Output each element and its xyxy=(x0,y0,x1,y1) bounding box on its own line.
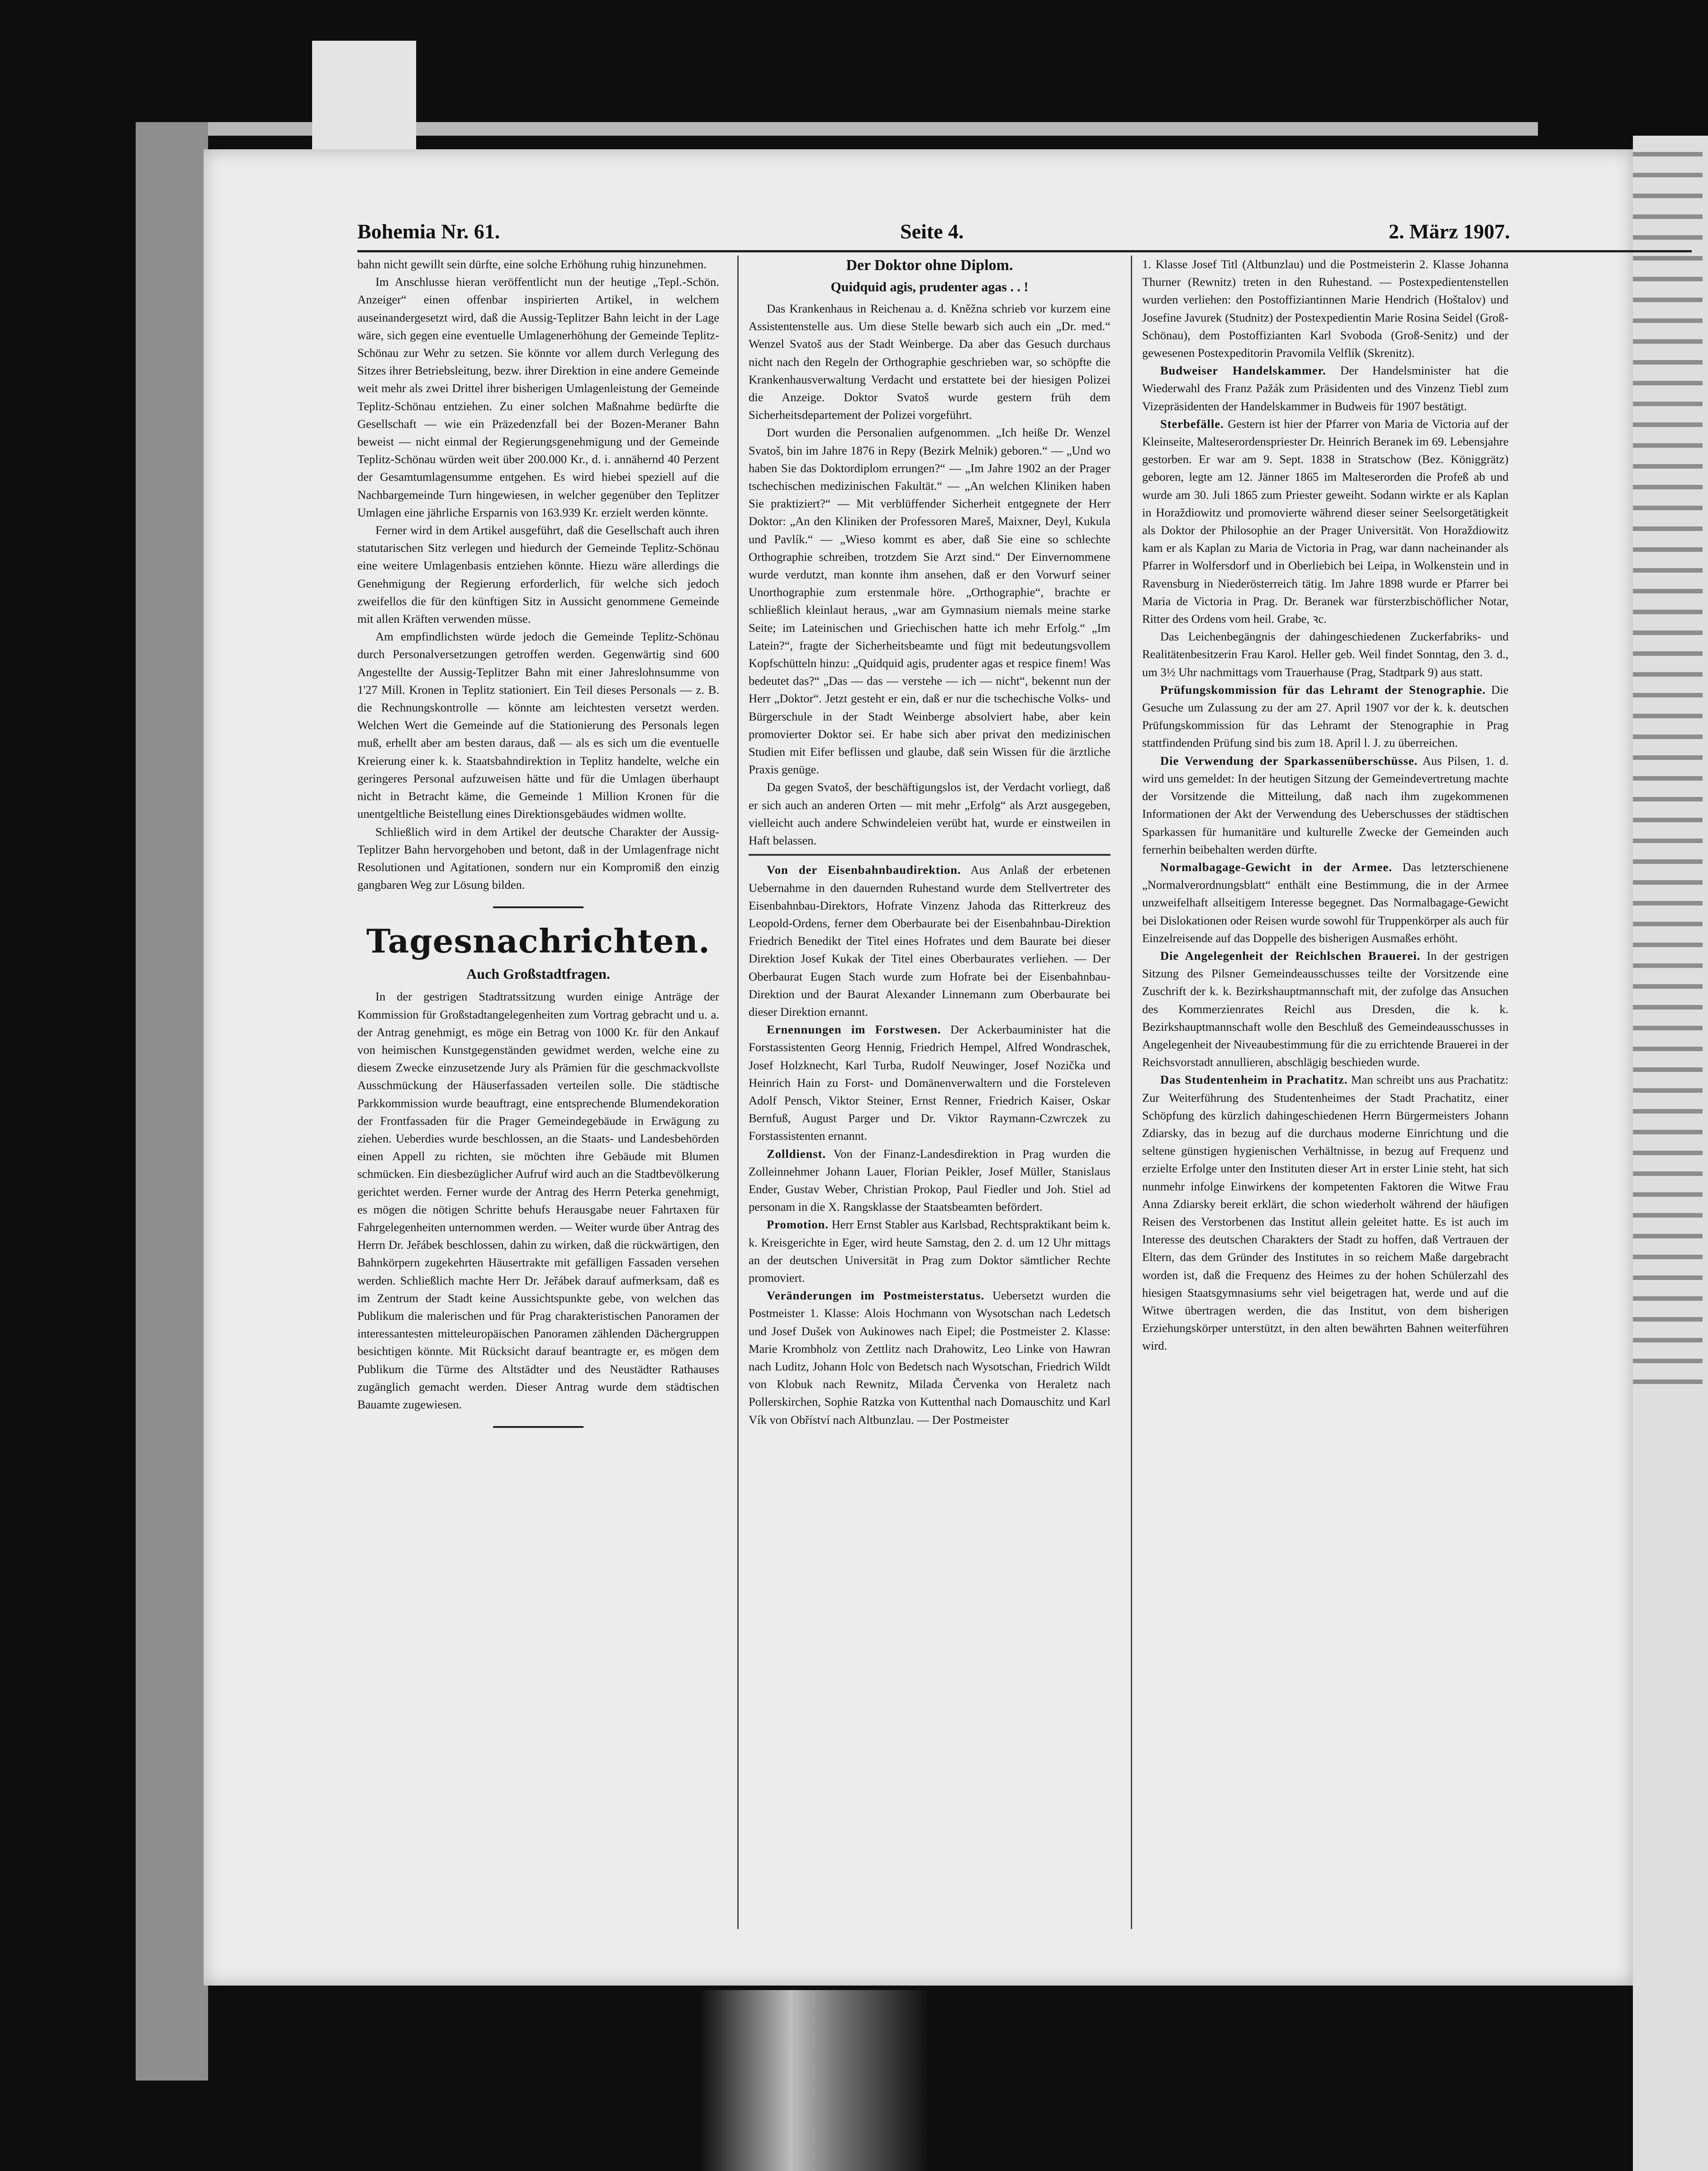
paper-tab xyxy=(312,41,416,149)
rubric-heading: Zolldienst. xyxy=(767,1147,826,1161)
newspaper-page xyxy=(204,149,1633,1986)
column-2 xyxy=(749,256,1110,1938)
article-text: Der Ackerbauminister hat die Forstassistenten Georg Hennig, Friedrich Hempel, Alfred Wondraschek, Josef Holzknecht, Karl Turba, Rudolf Neuwinger, Josef Nozička und Heinrich Hain zu Forst- und Domänenverwaltern und die Forsteleven Adolf Pensch, Viktor Steiner, Ernst Renner, Friedrich Kaiser, Oskar Bernfuß, August Parger und Dr. Viktor Raymann-Czwrczek zu Forstassistenten ernannt. xyxy=(749,1023,1110,1143)
article-text: Dort wurden die Personalien aufgenommen. „Ich heiße Dr. Wenzel Svatoš, bin im Jahre 1876 in Repy (Bezirk Melnik) geboren.“ — „Und wo haben Sie das Doktordiplom errungen?“ — „Im Jahre 1902 an der Prager tschechischen medizinischen Fakultät.“ — „An welchen Kliniken haben Sie praktiziert?“ — Mit verblüffender Sicherheit entgegnete der Herr Doktor: „An den Kliniken der Professoren Mareš, Maixner, Deyl, Kukula und Pavlík.“ — „Wieso kommt es aber, daß Sie eine so schlechte Orthographie schreiben, trotzdem Sie Arzt sind.“ Der Einvernommene wurde verdutzt, man konnte ihm ansehen, daß er den Vorwurf seiner Unorthographie zum erstenmale höre. „Orthographie“, brachte er schließlich kleinlaut heraus, „war am Gymnasium niemals meine starke Seite; im Lateinischen und Griechischen hatte ich mehr Erfolg.“ „Im Latein?“, fragte der Sicherheitsbeamte und fügt mit bedeutungsvollem Kopfschütteln hinzu: „Quidquid agis, prudenter agas et respice finem! Was bedeutet das?“ „Das — das — verstehe — ich — nicht“, bekennt nun der Herr „Doktor“. Jetzt gesteht er ein, daß er nur die tschechische Volks- und Bürgerschule in der Stadt Weinberge absolviert habe, aber kein promovierter Doktor sei. Er habe sich aber privat den medizinischen Studien mit Eifer beflissen und glaube, daß sein Wissen für die ärztliche Praxis genüge. xyxy=(749,426,1110,777)
masthead-issue: Bohemia Nr. 61. xyxy=(357,220,500,243)
article-text: Im Anschlusse hieran veröffentlicht nun der heutige „Tepl.-Schön. Anzeiger“ einen offenbar inspirierten Artikel, in welchem auseinandergesetzt wird, daß die Aussig-Teplitzer Bahn leicht in der Lage wäre, sich gegen eine eventuelle Umlagenerhöhung der Gemeinde Teplitz-Schönau zur Wehr zu setzen. Sie könnte vor allem durch Verlegung des Sitzes ihrer Betriebsleitung, bezw. ihrer Direktion in eine andere Gemeinde weit mehr als zwei Drittel ihrer bisherigen Umlagenleistung der Gemeinde Teplitz-Schönau entziehen. Zu einer solchen Maßnahme bedürfte die Gesellschaft — wie ein Präzedenzfall bei der Bozen-Meraner Bahn beweist — nicht einmal der Regierungsgenehmigung und der Gemeinde Teplitz-Schönau würden weit über 200.000 Kr., d. i. annähernd 40 Perzent der Gesamtumlagensumme entgehen. Es wird hiebei speziell auf die Nachbargemeinde Turn hingewiesen, in welcher gegenüber den Teplitzer Umlagen eine jährliche Ersparnis von 163.939 Kr. erzielt werden könnte. xyxy=(357,275,719,519)
rubric-heading: Die Verwendung der Sparkassenüberschüsse. xyxy=(1160,754,1418,768)
article-text: Das letzterschienene „Normalverordnungsblatt“ enthält eine Bestimmung, die in der Armee unzweifelhaft allseitigem Interesse begegnet. Das Normalbagage-Gewicht bei Dislokationen oder Reisen wurde sowohl für Truppenkörper als auch für Einzelreisende auf das Doppelle des bisherigen Ausmaßes erhöht. xyxy=(1142,860,1509,945)
article-text: Das Leichenbegängnis der dahingeschiedenen Zuckerfabriks- und Realitätenbesitzerin Frau Karol. Heller geb. Weil findet Sonntag, den 3. d., um 3½ Uhr nachmittags vom Trauerhause (Prag, Stadtpark 9) aus statt. xyxy=(1142,630,1509,679)
rubric-heading: Prüfungskommission für das Lehramt der Stenographie. xyxy=(1160,683,1486,697)
rubric-heading: Ernennungen im Forstwesen. xyxy=(767,1023,941,1037)
rubric-heading: Veränderungen im Postmeisterstatus. xyxy=(767,1289,985,1303)
article-text: Ferner wird in dem Artikel ausgeführt, daß die Gesellschaft auch ihren statutarischen Sitz verlegen und hiedurch der Gemeinde Teplitz-Schönau eine weitere Umlagenbasis entziehen könnte. Hiezu wäre allerdings die Genehmigung der Regierung erforderlich, für welche sich jedoch zweifellos die für den künftigen Sitz in Aussicht genommene Gemeinde mit allen Kräften verwenden müsse. xyxy=(357,523,719,626)
rubric-heading: Normalbagage-Gewicht in der Armee. xyxy=(1160,860,1392,874)
article-text: bahn nicht gewillt sein dürfte, eine solche Erhöhung ruhig hinzunehmen. xyxy=(357,257,707,271)
column-divider xyxy=(737,256,739,1929)
article-text: Schließlich wird in dem Artikel der deutsche Charakter der Aussig-Teplitzer Bahn hervorgehoben und betont, daß in der Umlagenfrage nicht Resolutionen und Agitationen, sondern nur ein Kompromiß den einzig gangbaren Weg zur Lösung bilden. xyxy=(357,825,719,892)
article-text: In der gestrigen Sitzung des Pilsner Gemeindeausschusses teilte der Vorsitzende eine Zuschrift der k. k. Bezirkshauptmannschaft mit, der zufolge das Ansuchen des Kommerzienrates Reichl aus Dresden, die k. k. Bezirkshauptmannschaft wolle den Beschluß des Gemeindeausschusses in Angelegenheit der Niveaubestimmung für die zu errichtende Brauerei in der Reichsvorstadt annullieren, abschlägig beschieden wurde. xyxy=(1142,948,1509,1069)
rubric-heading: Das Studentenheim in Prachatitz. xyxy=(1160,1073,1348,1087)
header-rule xyxy=(357,250,1692,252)
rubric-heading: Die Angelegenheit der Reichlschen Brauerei. xyxy=(1160,948,1421,962)
rubric-heading: Von der Eisenbahnbaudirektion. xyxy=(767,863,961,877)
article-text: Da gegen Svatoš, der beschäftigungslos ist, der Verdacht vorliegt, daß er sich auch an anderen Orten — mit mehr „Erfolg“ als Arzt ausgegeben, vielleicht auch andere Schwindeleien verübt hat, wurde er einstweilen in Haft belassen. xyxy=(749,780,1110,848)
article-text: Von der Finanz-Landesdirektion in Prag wurden die Zolleinnehmer Johann Lauer, Florian Peikler, Josef Müller, Stanislaus Ender, Gustav Weber, Christian Prokop, Paul Fiedler und Joh. Stiel ad personam in die X. Rangsklasse der Staatsbeamten befördert. xyxy=(749,1147,1110,1214)
issue-date: 2. März 1907. xyxy=(1389,220,1510,243)
article-text: Gestern ist hier der Pfarrer von Maria de Victoria auf der Kleinseite, Malteserordenspriester Dr. Heinrich Beranek im 69. Lebensjahre gestorben. Er war am 9. Sept. 1838 in Stratschow (Bez. Königgrätz) geboren, legte am 12. Jänner 1865 im Malteserorden die Profeß ab und wurde am 30. Juli 1865 zum Priester geweiht. Sodann wirkte er als Kaplan in Horaždiowitz und promovierte während dieser seiner Seelsorgetätigkeit als Doktor der Philosophie an der Prager Universität. Von Horaždiowitz kam er als Kaplan zu Maria de Victoria in Prag, war dann nacheinander als Pfarrer in Wolfersdorf und in Oberliebich bei Leipa, in Wolkenstein und in Ravensburg in Niederösterreich tätig. Im Jahre 1898 wurde er Pfarrer bei Maria de Victoria in Prag. Dr. Beranek war fürsterzbischöflicher Notar, Ritter des Ordens vom heil. Grabe, ꝛc. xyxy=(1142,417,1509,626)
article-text: Der Handelsminister hat die Wiederwahl des Franz Pažák zum Präsidenten und des Vinzenz Tiebl zum Vizepräsidenten der Handelskammer in Budweis für 1907 bestätigt. xyxy=(1142,364,1509,413)
rubric-heading: Promotion. xyxy=(767,1218,829,1232)
article-text: Aus Anlaß der erbetenen Uebernahme in den dauernden Ruhestand wurde dem Stellvertreter des Eisenbahnbau-Direktors, Hofrate Vinzenz Jahoda das Ritterkreuz des Leopold-Ordens, ferner dem Oberbaurate bei der Eisenbahnbau-Direktion Friedrich Benedikt der Titel eines Hofrates und dem Baurate bei dieser Direktion Josef Kukak der Titel eines Oberbaurates verliehen. — Der Oberbaurat Eugen Stach wurde zum Hofrate bei der Eisenbahnbau-Direktion und der Baurat Alexander Linnemann zum Oberbaurate bei dieser Direktion ernannt. xyxy=(749,863,1110,1019)
article-motto: Quidquid agis, prudenter agas . . ! xyxy=(830,280,1029,294)
article-rule xyxy=(749,854,1110,856)
article-text: Die Gesuche um Zulassung zu der am 27. April 1907 vor der k. k. deutschen Prüfungskommission für das Lehramt der Stenographie in Prag stattfindenden Prüfung sind bis zum 18. April l. J. zu überreichen. xyxy=(1142,683,1509,750)
section-rule xyxy=(493,906,584,908)
article-text: Aus Pilsen, 1. d. wird uns gemeldet: In der heutigen Sitzung der Gemeindevertretung machte der Vorsitzende die Mitteilung, daß nach ihm zugekommenen Informationen der Akt der Verwendung des Ueberschusses der städtischen Sparkassen für humanitäre und kulturelle Zwecke der Gemeinden auch fernerhin beibehalten werden dürfte. xyxy=(1142,754,1509,856)
article-headline: Auch Großstadtfragen. xyxy=(466,966,610,982)
section-title: Tagesnachrichten. xyxy=(366,922,711,961)
article-text: Am empfindlichsten würde jedoch die Gemeinde Teplitz-Schönau durch Personalversetzungen getroffen werden. Gegenwärtig sind 600 Angestellte der Aussig-Teplitzer Bahn mit einer Jahreslohnsumme von 1'27 Mill. Kronen in Teplitz stationiert. Ein Teil dieses Personals — z. B. die Rechnungskontrolle — könnte am leichtesten versetzt werden. Welchen Wert die Gemeinde auf die Stationierung des Personals legen muß, erhellt aber am besten daraus, daß — als es sich um die eventuelle Kreierung einer k. k. Staatsbahndirektion in Teplitz handelte, welche ein geringeres Personal aufzuweisen hätte und für die Umlagen überhaupt nicht in Betracht käme, die Gemeinde 1 Million Kronen für die unentgeltliche Beistellung eines Direktionsgebäudes widmen wollte. xyxy=(357,630,719,821)
article-headline: Der Doktor ohne Diplom. xyxy=(846,257,1013,274)
article-text: Herr Ernst Stabler aus Karlsbad, Rechtspraktikant beim k. k. Kreisgerichte in Eger, wird heute Samstag, den 2. d. um 12 Uhr mittags an der deutschen Universität in Prag zum Doktor sämtlicher Rechte promoviert. xyxy=(749,1218,1110,1285)
column-3 xyxy=(1142,256,1509,1938)
rubric-heading: Sterbefälle. xyxy=(1160,417,1224,431)
column-1 xyxy=(357,256,719,1938)
adjacent-page xyxy=(1633,136,1708,2171)
article-text: Uebersetzt wurden die Postmeister 1. Klasse: Alois Hochmann von Wysotschan nach Ledetsch und Josef Dušek von Aukinowes nach Eipel; die Postmeister 2. Klasse: Marie Krombholz von Zettlitz nach Drahowitz, Leo Linke von Hawran nach Luditz, Johann Holc von Bedetsch nach Wysotschan, Friedrich Wildt von Klobuk nach Rewnitz, Milada Červenka von Heraletz nach Pollerskirchen, Sophie Ratzka von Kuttenthal nach Domauschitz und Karl Vík von Obříství nach Altbunzlau. — Der Postmeister xyxy=(749,1289,1110,1427)
article-text: In der gestrigen Stadtratssitzung wurden einige Anträge der Kommission für Großstadtangelegenheiten zum Vortrag gebracht und u. a. der Antrag genehmigt, es möge ein Betrag von 1000 Kr. für den Ankauf von heimischen Kunstgegenständen gewidmet werden, welche eine zu diesem Zwecke einzusetzende Jury als Prämien für die geschmackvollste Ausschmückung der Häuserfassaden verteilen solle. Die städtische Parkkommission wurde beauftragt, eine entsprechende Blumendekoration der Frontfassaden für die Prager Gemeindegebäude in Erwägung zu ziehen. Ueberdies wurde beschlossen, an die Staats- und Landesbehörden einen Appell zu richten, sie möchten ihre Gebäude mit Blumen schmücken. Ein diesbezüglicher Aufruf wird auch an die Stadtbevölkerung gerichtet werden. Ferner wurde der Antrag des Herrn Peterka genehmigt, es mögen die nötigen Schritte behufs Herausgabe neuer Fahrtaxen für Fahrgelegenheiten unternommen werden. — Weiter wurde über Antrag des Herrn Dr. Jeřábek beschlossen, dahin zu wirken, daß die rückwärtigen, den Bahnkörpern zugekehrten Häusertrakte mit gefälligen Fassaden versehen werden. Schließlich machte Herr Dr. Jeřábek darauf aufmerksam, daß es im Zentrum der Stadt keine Aussichtspunkte gebe, von welchen das Publikum die malerischen und für Prag charakteristischen Panoramen der interessantesten mitteleuropäischen Panoramen zählenden Dächergruppen besichtigen könnte. Mit Rücksicht darauf beantragte er, es mögen dem Publikum die Türme des Altstädter und des Neustädter Rathauses zugänglich gemacht werden. Dieser Antrag wurde dem städtischen Bauamte zugewiesen. xyxy=(357,990,719,1411)
column-divider xyxy=(1131,256,1132,1929)
scan-artifact xyxy=(701,1990,927,2171)
page-number: Seite 4. xyxy=(900,220,964,243)
end-rule xyxy=(493,1426,584,1428)
book-spine xyxy=(136,122,208,2081)
page-header xyxy=(357,219,1692,251)
article-text: Man schreibt uns aus Prachatitz: Zur Weiterführung des Studentenheimes der Stadt Prachatitz, einer Schöpfung des kürzlich dahingeschiedenen Herrn Bürgermeisters Johann Zdiarsky, das in bezug auf die durchaus moderne Einrichtung und die seltene günstigen hygienischen Verhältnisse, in bezug auf Frequenz und erzielte Erfolge unter den Instituten dieser Art in erster Linie steht, hat sich nunmehr infolge Einwirkens der kompetenten Faktoren die Witwe Frau Anna Zdiarsky bereit erklärt, die schon wiederholt während der häufigen Reisen des Verstorbenen das Institut allein geleitet hatte. Es ist auch im Interesse des deutschen Charakters der Stadt zu hoffen, daß Vertrauen der Eltern, das dem Gründer des Institutes in so reichem Maße dargebracht worden ist, daß die Frequenz des Heimes zu der hohen Schülerzahl des hiesigen Staatsgymnasiums sehr viel beigetragen hat, werde und auf die Witwe übertragen werden, die das Institut, von dem bisherigen Erziehungskörper unterstützt, in den alten bewährten Bahnen weiterführen wird. xyxy=(1142,1073,1509,1353)
article-text: Das Krankenhaus in Reichenau a. d. Kněžna schrieb vor kurzem eine Assistentenstelle aus. Um diese Stelle bewarb sich auch ein „Dr. med.“ Wenzel Svatoš aus der Stadt Weinberge. Da aber das Gesuch durchaus nicht nach den Regeln der Orthographie geschrieben war, so schöpfte die Krankenhausverwaltung Verdacht und erstattete bei der hiesigen Polizei die Anzeige. Doktor Svatoš wurde gestern früh dem Sicherheitsdepartement der Polizei vorgeführt. xyxy=(749,302,1110,422)
rubric-heading: Budweiser Handelskammer. xyxy=(1160,364,1326,378)
article-text: 1. Klasse Josef Titl (Altbunzlau) und die Postmeisterin 2. Klasse Johanna Thurner (Rewnitz) treten in den Ruhestand. — Postexpedientenstellen wurden verliehen: den Postoffiziantinnen Marie Hendrich (Hoštalov) und Josefine Javurek (Studnitz) der Postexpedientin Marie Rosina Seidel (Groß-Schönau), dem Postoffizianten Karl Svoboda (Groß-Senitz) und der gewesenen Postexpeditorin Pravomila Velflík (Skrenitz). xyxy=(1142,257,1509,360)
